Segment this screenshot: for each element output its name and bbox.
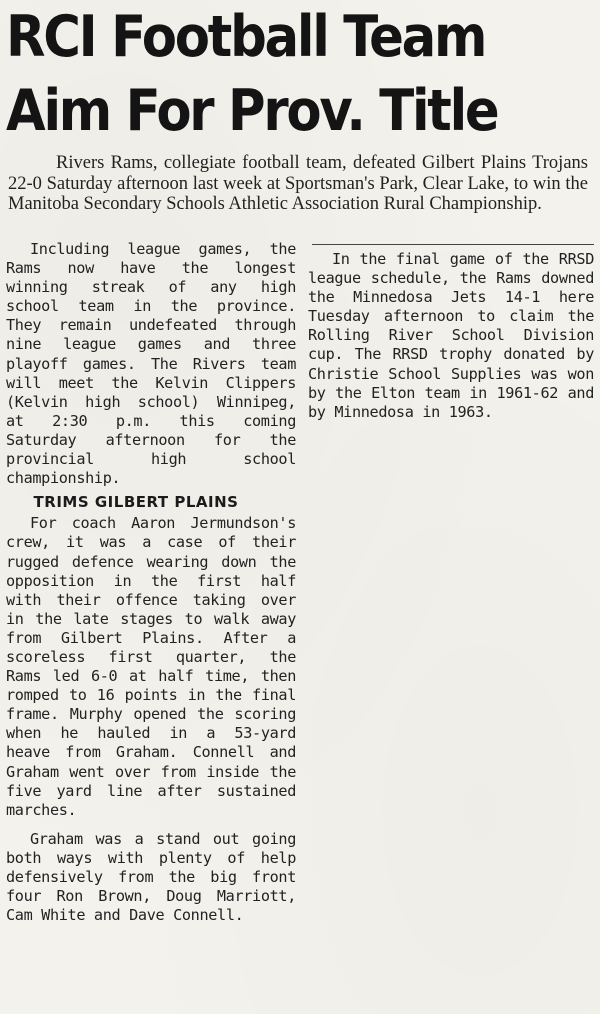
right-paragraph-1: In the final game of the RRSD league schedule, the Rams downed the Minnedosa Jets 14-1 here Tuesday afternoon to claim the Rolling River School Division cup. The RRSD trophy donated by Christie School Supplies was won by the Elton team in 1961-62 and by Minnedosa in 1963.	[308, 250, 594, 421]
left-paragraph-3: Graham was a stand out going both ways with plenty of help defensively from the big front four Ron Brown, Doug Marriott, Cam White and Dave Connell.	[6, 829, 296, 925]
left-paragraph-2: For coach Aaron Jermundson's crew, it was a case of their rugged defence wearing down the opposition in the first half with their offence taking over in the late stages to walk away from Gilbert Plains. After a scoreless first quarter, the Rams led 6-0 at half time, then romped to 16 points in the final frame. Murphy opened the scoring when he hauled in a 53-yard heave from Graham. Connell and Graham went over from inside the five yard line after sustained marches.	[6, 514, 296, 819]
subheading: TRIMS GILBERT PLAINS	[33, 493, 239, 512]
left-paragraph-1: Including league games, the Rams now have the longest winning streak of any high school team in the province. They remain undefeated through nine league games and three playoff games. The Rivers team will meet the Kelvin Clippers (Kelvin high school) Winnipeg, at 2:30 p.m. this coming Saturday afternoon for the provincial high school championship.	[6, 240, 296, 488]
column-divider	[312, 244, 594, 245]
headline-line-2: Aim For Prov. Title	[6, 78, 498, 144]
right-column	[308, 250, 594, 422]
left-column	[6, 240, 296, 925]
lede-paragraph: Rivers Rams, collegiate football team, defeated Gilbert Plains Trojans 22-0 Saturday afternoon last week at Sportsman's Park, Clear Lake, to win the Manitoba Secondary Schools Athletic Association Rural Championship.	[8, 153, 588, 215]
headline-line-1: RCI Football Team	[6, 4, 486, 70]
paragraph-spacer	[6, 820, 296, 830]
